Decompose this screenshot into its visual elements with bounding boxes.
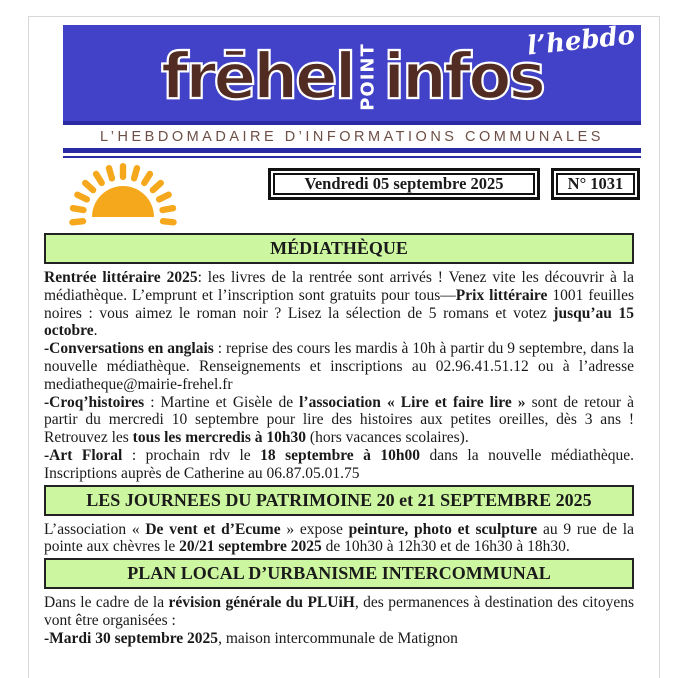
issue-date-box bbox=[268, 168, 540, 200]
text-run: . bbox=[93, 322, 98, 340]
bold-text-run: -Conversations en anglais bbox=[44, 340, 214, 358]
body-paragraph bbox=[44, 447, 634, 483]
text-run: sont de retour à partir du mercredi 10 septembre pour lire des histoires aux petites oreilles, dès 3 ans ! Retrouvez les bbox=[44, 393, 635, 447]
article-sections bbox=[44, 231, 634, 648]
masthead-banner bbox=[63, 20, 641, 158]
bold-text-run: peinture, photo et sculpture bbox=[348, 520, 538, 538]
bold-text-run: -Art Floral bbox=[44, 446, 123, 464]
issue-date-label: Vendredi 05 septembre 2025 bbox=[273, 173, 535, 195]
body-paragraph bbox=[44, 630, 634, 648]
bold-text-run: tous les mercredis à 10h30 bbox=[132, 429, 307, 447]
body-paragraph bbox=[44, 340, 634, 393]
text-run: dans la nouvelle médiathèque. Inscriptions auprès de Catherine au 06.87.05.01.75 bbox=[44, 446, 634, 482]
bold-text-run: révision générale du PLUiH bbox=[168, 594, 355, 612]
bold-text-run: jusqu’au 15 octobre bbox=[44, 304, 634, 340]
bold-text-run: Rentrée littéraire 2025 bbox=[44, 269, 198, 286]
text-run: : Martine et Gisèle de bbox=[144, 393, 300, 411]
text-run: Dans le cadre de la bbox=[44, 594, 169, 612]
issue-number-box bbox=[551, 168, 640, 200]
section-heading: PLAN LOCAL D’URBANISME INTERCOMMUNAL bbox=[44, 558, 634, 589]
logo-frehel: frēhel bbox=[160, 39, 354, 113]
bold-text-run: l’association « Lire et faire lire » bbox=[299, 393, 526, 411]
text-run: , des permanences à destination des citoyens vont être organisées : bbox=[44, 594, 634, 629]
logo-point-vertical-wrap bbox=[353, 29, 383, 117]
body-paragraph bbox=[44, 269, 634, 340]
body-paragraph bbox=[44, 594, 634, 630]
bold-text-run: 18 septembre à 10h00 bbox=[260, 446, 421, 464]
text-run: (hors vacances scolaires). bbox=[306, 429, 469, 447]
text-run: 1001 feuilles noires : vous aimez le roman noir ? Lisez la sélection de 5 romans et votez bbox=[44, 286, 634, 322]
bold-text-run: De vent et d’Ecume bbox=[145, 520, 281, 538]
text-run: : reprise des cours les mardis à 10h à partir du 9 septembre, dans la nouvelle médiathèque. Renseignements et inscriptions au 02.96.41.51.12 ou à l’adresse mediatheque@mairie-frehel.fr bbox=[44, 340, 635, 393]
logo-infos: infos bbox=[383, 39, 544, 113]
banner-logo-area bbox=[63, 20, 641, 121]
banner-rule bbox=[63, 156, 641, 158]
text-run: : prochain rdv le bbox=[122, 446, 261, 464]
section-heading: MÉDIATHÈQUE bbox=[44, 233, 634, 264]
banner-subtitle-band bbox=[63, 121, 641, 153]
body-paragraph bbox=[44, 394, 634, 447]
text-run: : les livres de la rentrée sont arrivés ! Venez vite les découvrir à la médiathèque. L’emprunt et l’inscription sont gratuits pour tous— bbox=[44, 269, 634, 304]
issue-number-label: N° 1031 bbox=[556, 173, 635, 195]
text-run: , maison intercommunale de Matignon bbox=[218, 629, 458, 647]
bold-text-run: Prix littéraire bbox=[455, 286, 548, 304]
bold-text-run: 20/21 septembre 2025 bbox=[179, 538, 322, 556]
logo-hebdo-script: l’hebdo bbox=[525, 20, 637, 62]
bold-text-run: -Mardi 30 septembre 2025 bbox=[44, 629, 219, 647]
bold-text-run: -Croq’histoires bbox=[44, 393, 145, 411]
text-run: au 9 rue de la pointe aux chèvres le bbox=[44, 520, 634, 556]
banner-subtitle: L’HEBDOMADAIRE D’INFORMATIONS COMMUNALES bbox=[100, 129, 604, 145]
text-run: de 10h30 à 12h30 et de 16h30 à 18h30. bbox=[321, 538, 570, 556]
body-paragraph bbox=[44, 521, 634, 557]
sun-icon bbox=[62, 160, 186, 226]
text-run: L’association « bbox=[44, 520, 146, 538]
text-run: » expose bbox=[280, 520, 349, 538]
section-heading: LES JOURNEES DU PATRIMOINE 20 et 21 SEPTEMBRE 2025 bbox=[44, 485, 634, 516]
logo-point-vertical: POINT bbox=[357, 42, 379, 111]
